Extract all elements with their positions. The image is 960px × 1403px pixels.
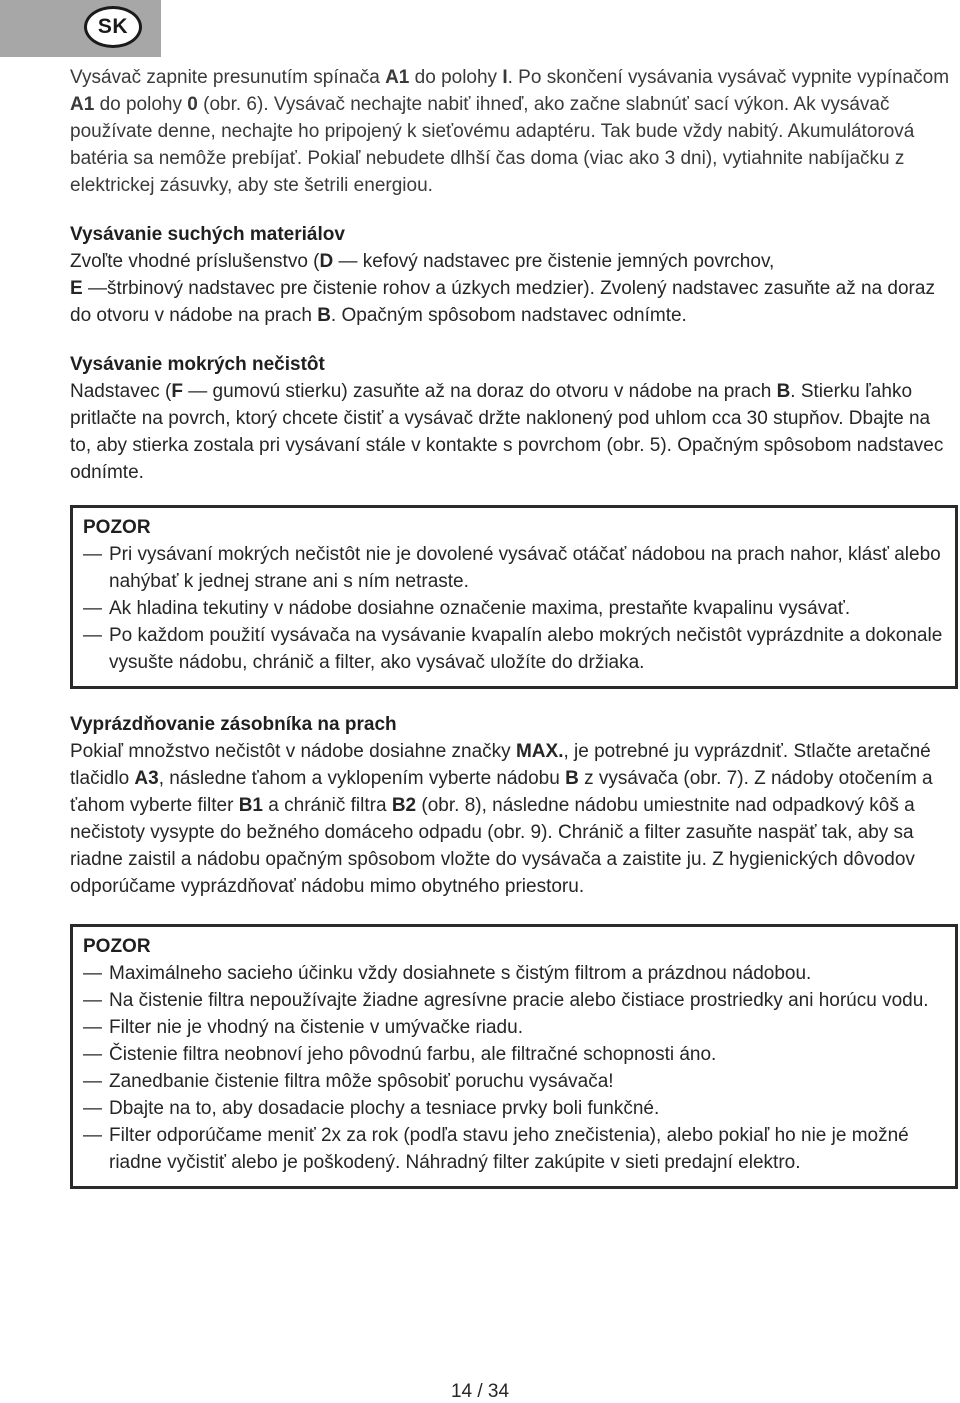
warning-item: — Ak hladina tekutiny v nádobe dosiahne označenie maxima, prestaňte kvapalinu vysávať. xyxy=(83,598,851,619)
wet-vacuuming-section xyxy=(70,351,955,486)
dry-vacuuming-text: Zvoľte vhodné príslušenstvo (D — kefový nadstavec pre čistenie jemných povrchov, E —štrbinový nadstavec pre čistenie rohov a úzkych medzier). Zvolený nadstavec zasuňte až na doraz do otvoru v nádobe na prach B. Opačným spôsobom nadstavec odnímte. xyxy=(70,251,935,326)
warning-list xyxy=(83,960,945,1176)
language-badge: SK xyxy=(84,6,142,48)
emptying-heading: Vyprázdňovanie zásobníka na prach xyxy=(70,714,397,735)
warning-item: — Na čistenie filtra nepoužívajte žiadne agresívne pracie alebo čistiace prostriedky ani horúcu vodu. xyxy=(83,990,929,1011)
warning-title: POZOR xyxy=(83,517,151,538)
warning-box-wet xyxy=(70,505,958,689)
page-number: 14 / 34 xyxy=(450,1381,510,1402)
warning-item: — Filter odporúčame meniť 2x za rok (podľa stavu jeho znečistenia), alebo pokiaľ ho nie je možné riadne vyčistiť alebo je poškodený. Náhradný filter zakúpite v sieti predajní elektro. xyxy=(83,1125,909,1173)
language-tab xyxy=(0,0,161,57)
warning-item: — Filter nie je vhodný na čistenie v umývačke riadu. xyxy=(83,1017,523,1038)
wet-vacuuming-heading: Vysávanie mokrých nečistôt xyxy=(70,354,325,375)
page-content xyxy=(70,64,955,1189)
emptying-text: Pokiaľ množstvo nečistôt v nádobe dosiahne značky MAX., je potrebné ju vyprázdniť. Stlačte aretačné tlačidlo A3, následne ťahom a vyklopením vyberte nádobu B z vysávača (obr. 7). Z nádoby otočením a ťahom vyberte filter B1 a chránič filtra B2 (obr. 8), následne nádobu umiestnite nad odpadkový kôš a nečistoty vysypte do bežného domáceho odpadu (obr. 9). Chránič a filter zasuňte naspäť tak, aby sa riadne zaistil a nádobu opačným spôsobom vložte do vysávača a zaistite ju. Z hygienických dôvodov odporúčame vyprázdňovať nádobu mimo obytného priestoru. xyxy=(70,741,933,897)
wet-vacuuming-text: Nadstavec (F — gumovú stierku) zasuňte až na doraz do otvoru v nádobe na prach B. Stierku ľahko pritlačte na povrch, ktorý chcete čistiť a vysávač držte naklonený pod uhlom cca 30 stupňov. Dbajte na to, aby stierka zostala pri vysávaní stále v kontakte s povrchom (obr. 5). Opačným spôsobom nadstavec odnímte. xyxy=(70,381,944,483)
warning-item: — Maximálneho sacieho účinku vždy dosiahnete s čistým filtrom a prázdnou nádobou. xyxy=(83,963,812,984)
dry-vacuuming-section xyxy=(70,221,955,329)
warning-item: — Dbajte na to, aby dosadacie plochy a tesniace prvky boli funkčné. xyxy=(83,1098,660,1119)
warning-item: — Zanedbanie čistenie filtra môže spôsobiť poruchu vysávača! xyxy=(83,1071,614,1092)
warning-item: — Pri vysávaní mokrých nečistôt nie je dovolené vysávač otáčať nádobou na prach nahor, klásť alebo nahýbať k jednej strane ani s ním netraste. xyxy=(83,544,941,592)
dry-vacuuming-heading: Vysávanie suchých materiálov xyxy=(70,224,345,245)
warning-title: POZOR xyxy=(83,936,151,957)
intro-paragraph: Vysávač zapnite presunutím spínača A1 do polohy I. Po skončení vysávania vysávač vypnite vypínačom A1 do polohy 0 (obr. 6). Vysávač nechajte nabiť ihneď, ako začne slabnúť sací výkon. Ak vysávač používate denne, nechajte ho pripojený k sieťovému adaptéru. Tak bude vždy nabitý. Akumulátorová batéria sa nemôže prebíjať. Pokiaľ nebudete dlhší čas doma (viac ako 3 dni), vytiahnite nabíjačku z elektrickej zásuvky, aby ste šetrili energiou. xyxy=(70,67,950,196)
warning-item: — Po každom použití vysávača na vysávanie kvapalín alebo mokrých nečistôt vyprázdnite a dokonale vysušte nádobu, chránič a filter, ako vysávač uložíte do držiaka. xyxy=(83,625,943,673)
warning-item: — Čistenie filtra neobnoví jeho pôvodnú farbu, ale filtračné schopnosti áno. xyxy=(83,1044,717,1065)
warning-list xyxy=(83,541,945,676)
emptying-section xyxy=(70,711,955,900)
warning-box-filter xyxy=(70,924,958,1189)
